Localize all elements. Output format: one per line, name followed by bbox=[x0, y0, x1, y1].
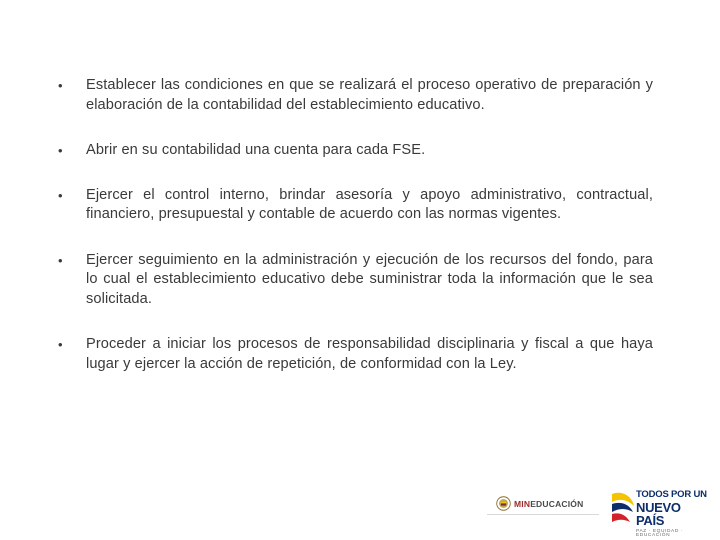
bullet-marker: • bbox=[58, 187, 63, 203]
bullet-item bbox=[58, 76, 653, 115]
bullet-item bbox=[58, 141, 653, 161]
bullet-item bbox=[58, 251, 653, 310]
government-slogan-line1: TODOS POR UN bbox=[636, 489, 707, 500]
government-slogan-line2: NUEVO PAÍS bbox=[636, 499, 681, 528]
colombia-flag-swoosh-icon bbox=[608, 488, 638, 532]
bullet-marker: • bbox=[58, 143, 63, 158]
bullet-list bbox=[58, 76, 653, 400]
bullet-item bbox=[58, 186, 653, 225]
footer-logos bbox=[0, 480, 720, 540]
government-slogan-line3: PAZ · EQUIDAD · EDUCACIÓN bbox=[636, 528, 684, 539]
footer-divider bbox=[487, 514, 599, 515]
colombia-seal-icon bbox=[496, 496, 511, 511]
government-logo bbox=[608, 488, 712, 539]
bullet-text: Ejercer el control interno, brindar asesoría y apoyo administrativo, contractual, financiero, presupuestal y contable de acuerdo con las normas vigentes. bbox=[86, 186, 653, 222]
bullet-text: Proceder a iniciar los procesos de responsabilidad disciplinaria y fiscal a que haya lugar y ejercer la acción de repetición, de conformidad con la Ley. bbox=[86, 336, 653, 372]
ministry-prefix: MIN bbox=[514, 498, 531, 509]
bullet-text: Establecer las condiciones en que se realizará el proceso operativo de preparación y elaboración de la contabilidad del establecimiento educativo. bbox=[86, 77, 653, 113]
ministry-name: EDUCACIÓN bbox=[530, 498, 584, 509]
bullet-marker: • bbox=[58, 252, 63, 268]
bullet-text: Ejercer seguimiento en la administración y ejecución de los recursos del fondo, para lo cual el establecimiento educativo debe suministrar toda la información que le sea solicitada. bbox=[86, 251, 653, 307]
bullet-item bbox=[58, 335, 653, 374]
bullet-marker: • bbox=[58, 337, 63, 352]
bullet-marker: • bbox=[58, 78, 63, 93]
bullet-text: Abrir en su contabilidad una cuenta para cada FSE. bbox=[86, 142, 426, 158]
ministry-logo bbox=[496, 496, 583, 511]
